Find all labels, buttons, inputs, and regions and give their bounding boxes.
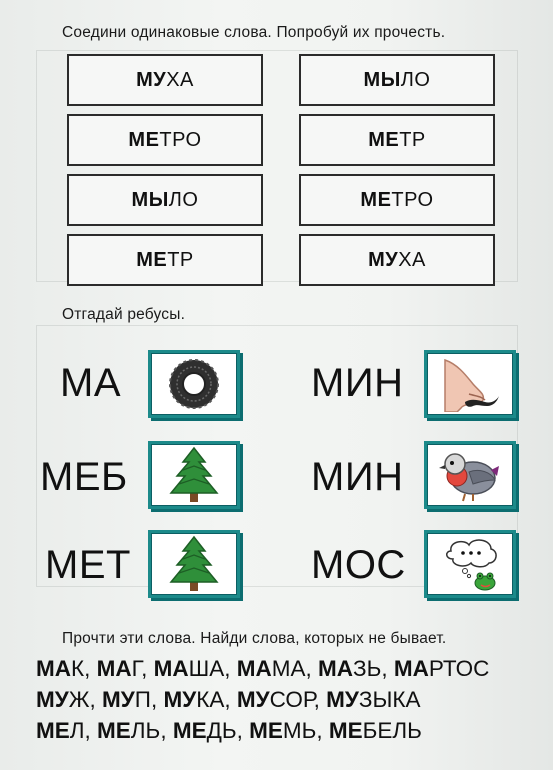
word-rest: Ж xyxy=(68,687,90,712)
rebus-syllable: МОС xyxy=(311,543,406,587)
word-bold-syllable: МУ xyxy=(36,687,69,712)
word-rest: Г xyxy=(131,656,142,681)
word-bold-syllable: МЕ xyxy=(136,248,168,271)
word-rest: ТР xyxy=(167,248,194,271)
word-bold-syllable: МЕ xyxy=(128,128,160,151)
word-rest: БЕЛЬ xyxy=(362,718,422,743)
word-rest: ТРО xyxy=(391,188,434,211)
word-rest: Л xyxy=(69,718,85,743)
word-bold-syllable: МА xyxy=(36,656,71,681)
word-rest: МА xyxy=(271,656,306,681)
rebus-picture-card[interactable] xyxy=(148,441,240,509)
word-bold-syllable: МЕ xyxy=(97,718,131,743)
word-card-right-2[interactable] xyxy=(299,114,495,166)
word-card-right-3[interactable] xyxy=(299,174,495,226)
word-rest: ТР xyxy=(399,128,426,151)
word-rest: ЗЫКА xyxy=(358,687,421,712)
word-card-right-4[interactable] xyxy=(299,234,495,286)
word-rest: КА xyxy=(196,687,225,712)
word-bold-syllable: МЕ xyxy=(328,718,363,743)
word-line-1: МАК, МАГ, МАША, МАМА, МАЗЬ, МАРТОС xyxy=(36,656,490,681)
word-bold-syllable: МУ xyxy=(102,687,135,712)
rebus-picture-card[interactable] xyxy=(424,350,516,418)
word-rest: СОР xyxy=(269,687,314,712)
word-card-right-1[interactable] xyxy=(299,54,495,106)
word-bold-syllable: МА xyxy=(236,656,272,681)
fir-tree-icon xyxy=(159,535,229,593)
bird-icon xyxy=(435,446,505,504)
word-rest: ХА xyxy=(166,68,194,91)
word-rest: ДЬ xyxy=(206,718,237,743)
word-bold-syllable: МУ xyxy=(236,687,270,712)
word-rest: ША xyxy=(188,656,225,681)
task2-instruction: Отгадай ребусы. xyxy=(62,306,186,323)
word-card-left-3[interactable] xyxy=(67,174,263,226)
word-rest: ЗЬ xyxy=(353,656,382,681)
word-rest: ХА xyxy=(398,248,426,271)
word-card-left-2[interactable] xyxy=(67,114,263,166)
word-bold-syllable: МЕ xyxy=(36,718,70,743)
word-bold-syllable: МУ xyxy=(163,687,197,712)
rebus-syllable: МА xyxy=(60,361,121,405)
word-bold-syllable: МУ xyxy=(326,687,359,712)
rebus-picture-card[interactable] xyxy=(148,350,240,418)
fir-tree-icon xyxy=(159,446,229,504)
word-rest: МЬ xyxy=(282,718,317,743)
rebus-picture-card[interactable] xyxy=(148,530,240,598)
word-line-2: МУЖ, МУП, МУКА, МУСОР, МУЗЫКА xyxy=(36,687,421,712)
word-bold-syllable: МЕ xyxy=(172,718,207,743)
word-bold-syllable: МА xyxy=(96,656,132,681)
word-rest: ЛО xyxy=(168,188,199,211)
word-bold-syllable: МЕ xyxy=(249,718,283,743)
word-bold-syllable: МЕ xyxy=(368,128,400,151)
word-card-left-4[interactable] xyxy=(67,234,263,286)
tire-icon xyxy=(159,356,229,412)
word-bold-syllable: МА xyxy=(393,656,429,681)
word-bold-syllable: МУ xyxy=(136,68,167,91)
rebus-syllable: МЕБ xyxy=(40,455,128,499)
rebus-syllable: МЕТ xyxy=(45,543,131,587)
word-bold-syllable: МЫ xyxy=(131,188,169,211)
rebus-syllable: МИН xyxy=(311,455,404,499)
task1-instruction: Соедини одинаковые слова. Попробуй их прочесть. xyxy=(62,24,446,41)
frog-thought-icon xyxy=(435,535,505,593)
word-card-left-1[interactable] xyxy=(67,54,263,106)
rebus-picture-card[interactable] xyxy=(424,530,516,598)
word-bold-syllable: МЫ xyxy=(363,68,401,91)
word-bold-syllable: МА xyxy=(318,656,353,681)
word-line-3: МЕЛ, МЕЛЬ, МЕДЬ, МЕМЬ, МЕБЕЛЬ xyxy=(36,718,422,743)
word-bold-syllable: МУ xyxy=(368,248,399,271)
word-bold-syllable: МЕ xyxy=(360,188,392,211)
task3-instruction: Прочти эти слова. Найди слова, которых не бывает. xyxy=(62,630,447,647)
word-rest: ЛО xyxy=(400,68,431,91)
word-rest: П xyxy=(134,687,151,712)
word-rest: ТРО xyxy=(159,128,202,151)
word-rest: К xyxy=(71,656,85,681)
word-bold-syllable: МА xyxy=(153,656,189,681)
nose-icon xyxy=(435,356,505,412)
word-rest: ЛЬ xyxy=(130,718,161,743)
rebus-syllable: МИН xyxy=(311,361,404,405)
word-rest: РТОС xyxy=(428,656,490,681)
rebus-picture-card[interactable] xyxy=(424,441,516,509)
